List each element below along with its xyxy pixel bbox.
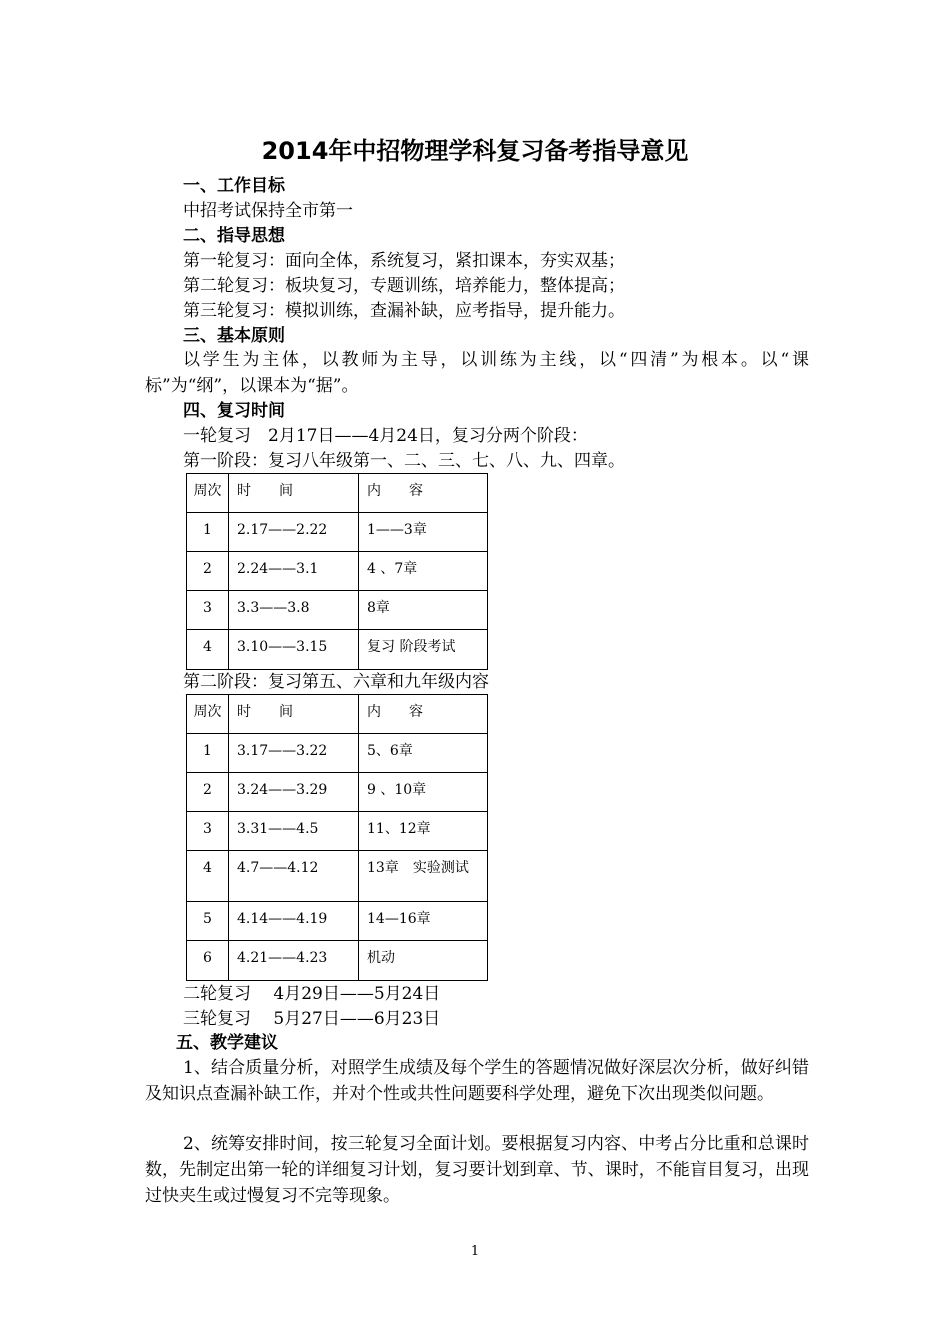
cell-week: 3 [187, 812, 229, 851]
cell-time: 4.7——4.12 [229, 851, 359, 902]
section-3-text: 以学生为主体，以教师为主导，以训练为主线，以“四清”为根本。以“课标”为“纲”，以课本为“据”。 [145, 350, 809, 396]
cell-time: 3.17——3.22 [229, 734, 359, 773]
section-4-heading: 四、复习时间 [183, 401, 285, 421]
header-week: 周次 [187, 474, 229, 513]
cell-time: 4.21——4.23 [229, 941, 359, 981]
suggestion-paragraph-2: 2、统筹安排时间，按三轮复习全面计划。要根据复习内容、中考占分比重和总课时数，先制定出第一轮的详细复习计划，复习要计划到章、节、课时，不能盲目复习，出现过快夹生或过慢复习不完等现象。 [145, 1134, 809, 1206]
cell-content: 11、12章 [359, 812, 488, 851]
section-3-heading: 三、基本原则 [183, 326, 285, 346]
cell-content: 4 、7章 [359, 552, 488, 591]
header-content: 内 容 [359, 695, 488, 734]
stage-1-title: 第一阶段：复习八年级第一、二、三、七、八、九、四章。 [183, 451, 625, 471]
cell-time: 2.17——2.22 [229, 513, 359, 552]
section-2-heading: 二、指导思想 [183, 226, 285, 246]
cell-content: 1——3章 [359, 513, 488, 552]
header-content: 内 容 [359, 474, 488, 513]
table-row [187, 902, 488, 941]
cell-week: 5 [187, 902, 229, 941]
round-2-line: 二轮复习 4月29日——5月24日 [183, 984, 441, 1004]
cell-week: 6 [187, 941, 229, 981]
guideline-line-2: 第二轮复习：板块复习，专题训练，培养能力，整体提高； [183, 276, 625, 296]
cell-content: 机动 [359, 941, 488, 981]
header-week: 周次 [187, 695, 229, 734]
stage-2-title: 第二阶段：复习第五、六章和九年级内容 [183, 672, 489, 692]
round-1-line: 一轮复习 2月17日——4月24日，复习分两个阶段： [183, 426, 588, 446]
cell-time: 4.14——4.19 [229, 902, 359, 941]
guideline-line-1: 第一轮复习：面向全体，系统复习，紧扣课本，夯实双基； [183, 251, 625, 271]
round-3-line: 三轮复习 5月27日——6月23日 [183, 1009, 441, 1029]
cell-time: 3.31——4.5 [229, 812, 359, 851]
table-row [187, 851, 488, 902]
table-row [187, 591, 488, 630]
cell-time: 2.24——3.1 [229, 552, 359, 591]
table-header-row [187, 695, 488, 734]
header-time: 时 间 [229, 695, 359, 734]
suggestion-paragraph-1: 1、结合质量分析，对照学生成绩及每个学生的答题情况做好深层次分析，做好纠错及知识点查漏补缺工作，并对个性或共性问题要科学处理，避免下次出现类似问题。 [145, 1058, 809, 1104]
page-number: 1 [470, 1244, 480, 1259]
table-row [187, 812, 488, 851]
cell-time: 3.24——3.29 [229, 773, 359, 812]
table-header-row [187, 474, 488, 513]
cell-week: 3 [187, 591, 229, 630]
page-title: 2014年中招物理学科复习备考指导意见 [261, 137, 689, 165]
cell-week: 1 [187, 513, 229, 552]
cell-content: 9 、10章 [359, 773, 488, 812]
cell-week: 2 [187, 773, 229, 812]
table-row [187, 941, 488, 981]
section-1-heading: 一、工作目标 [183, 176, 285, 196]
cell-week: 4 [187, 630, 229, 670]
cell-time: 3.3——3.8 [229, 591, 359, 630]
cell-content: 14—16章 [359, 902, 488, 941]
stage-2-table [186, 694, 488, 981]
cell-content: 8章 [359, 591, 488, 630]
table-row [187, 552, 488, 591]
cell-time: 3.10——3.15 [229, 630, 359, 670]
cell-content: 5、6章 [359, 734, 488, 773]
section-1-text: 中招考试保持全市第一 [183, 201, 353, 221]
guideline-line-3: 第三轮复习：模拟训练，查漏补缺，应考指导，提升能力。 [183, 301, 625, 321]
table-row [187, 630, 488, 670]
section-5-heading: 五、教学建议 [176, 1033, 278, 1053]
cell-week: 2 [187, 552, 229, 591]
cell-week: 1 [187, 734, 229, 773]
cell-week: 4 [187, 851, 229, 902]
table-row [187, 773, 488, 812]
cell-content: 13章 实验测试 [359, 851, 488, 902]
table-row [187, 513, 488, 552]
stage-1-table [186, 473, 488, 670]
cell-content: 复习 阶段考试 [359, 630, 488, 670]
header-time: 时 间 [229, 474, 359, 513]
table-row [187, 734, 488, 773]
